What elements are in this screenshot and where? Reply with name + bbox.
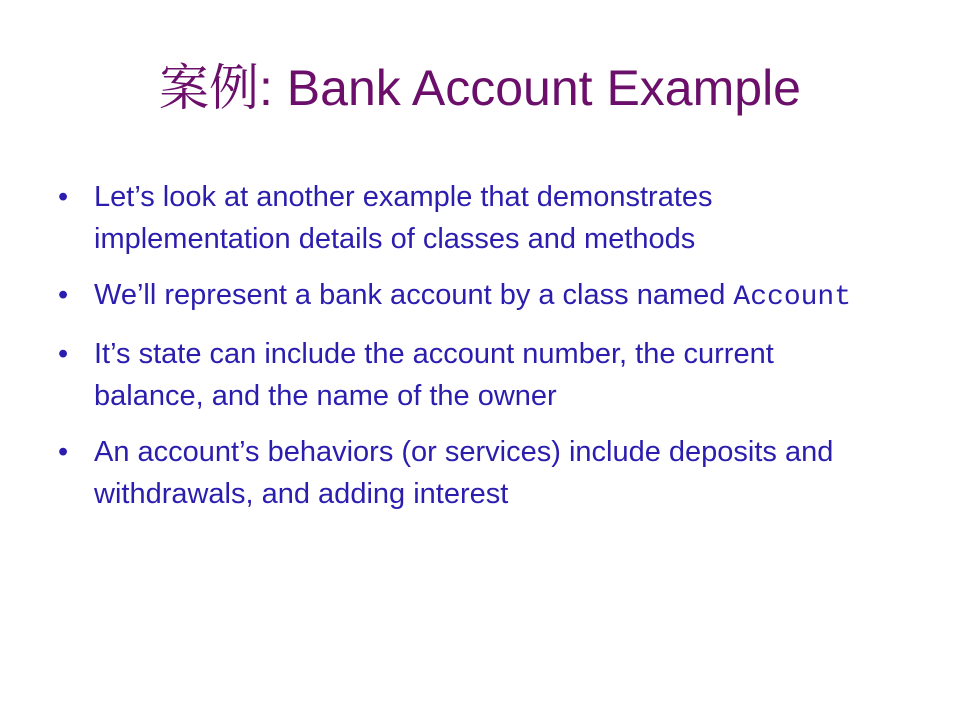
bullet-item-2 [58, 274, 858, 319]
bullet-dot: • [58, 181, 69, 213]
bullet-list [58, 176, 858, 529]
class-name-code: Account [733, 282, 852, 313]
bullet-item-4 [58, 431, 858, 515]
bullet-item-1 [58, 176, 858, 260]
bullet-text: An account’s behaviors (or services) include deposits and withdrawals, and adding interest [94, 436, 834, 510]
bullet-dot: • [58, 436, 69, 468]
bullet-text: Let’s look at another example that demonstrates implementation details of classes and methods [94, 181, 713, 255]
bullet-text: It’s state can include the account number, the current balance, and the name of the owner [94, 338, 774, 412]
slide-title: 案例: Bank Account Example [159, 60, 801, 116]
bullet-dot: • [58, 279, 69, 311]
bullet-text: We’ll represent a bank account by a class named [94, 279, 734, 311]
bullet-dot: • [58, 338, 69, 370]
bullet-item-3 [58, 333, 858, 417]
